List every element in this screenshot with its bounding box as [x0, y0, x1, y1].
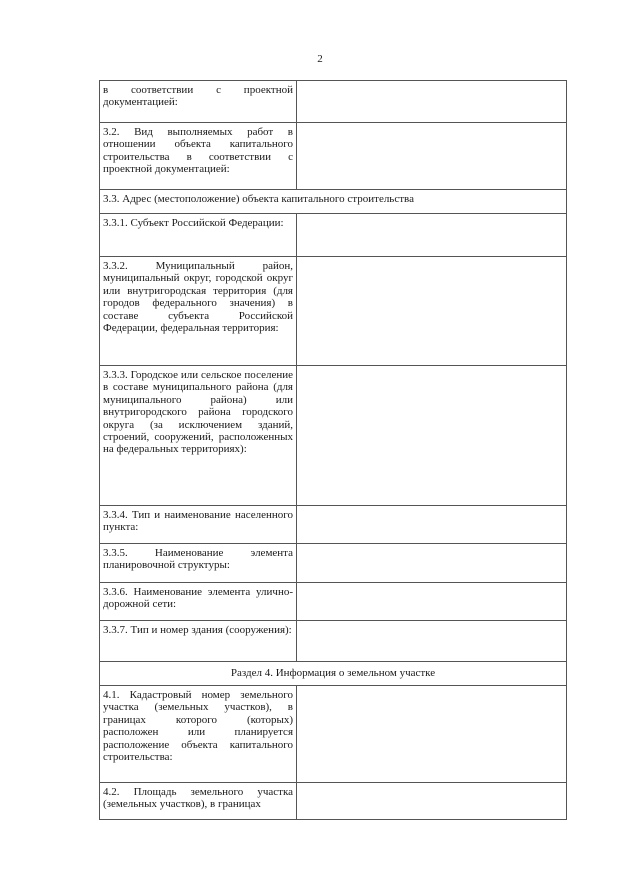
table-row [100, 506, 567, 544]
form-table [99, 80, 567, 820]
section-heading-row [100, 662, 567, 686]
row-value-field[interactable] [297, 257, 567, 366]
address-heading: 3.3. Адрес (местоположение) объекта капитального строительства [100, 190, 567, 214]
table-row [100, 81, 567, 123]
row-label: 3.3.7. Тип и номер здания (сооружения): [100, 621, 297, 662]
table-row [100, 544, 567, 583]
row-value-field[interactable] [297, 783, 567, 820]
row-label: 3.3.1. Субъект Российской Федерации: [100, 214, 297, 257]
row-value-field[interactable] [297, 686, 567, 783]
row-value-field[interactable] [297, 123, 567, 190]
row-value-field[interactable] [297, 544, 567, 583]
row-label: 3.3.4. Тип и наименование населенного пункта: [100, 506, 297, 544]
table-row [100, 783, 567, 820]
table-row [100, 366, 567, 506]
table-row [100, 583, 567, 621]
row-label: 3.3.6. Наименование элемента улично-дорожной сети: [100, 583, 297, 621]
address-heading-row [100, 190, 567, 214]
row-label: 3.3.3. Городское или сельское поселение в составе муниципального района (для муниципального района) или внутригородского района городского округа (за исключением зданий, строений, сооружений, расположенных на федеральных территориях): [100, 366, 297, 506]
row-value-field[interactable] [297, 506, 567, 544]
table-row [100, 214, 567, 257]
row-value-field[interactable] [297, 81, 567, 123]
row-label: 4.2. Площадь земельного участка (земельных участков), в границах [100, 783, 297, 820]
section-heading: Раздел 4. Информация о земельном участке [100, 662, 567, 686]
table-row [100, 621, 567, 662]
table-row [100, 686, 567, 783]
table-row [100, 123, 567, 190]
table-row [100, 257, 567, 366]
row-value-field[interactable] [297, 214, 567, 257]
row-label: в соответствии с проектной документацией: [100, 81, 297, 123]
row-value-field[interactable] [297, 583, 567, 621]
row-value-field[interactable] [297, 366, 567, 506]
row-label: 3.2. Вид выполняемых работ в отношении объекта капитального строительства в соответствии с проектной документацией: [100, 123, 297, 190]
page-number: 2 [317, 53, 323, 65]
row-label: 4.1. Кадастровый номер земельного участка (земельных участков), в границах которого (которых) расположен или планируется расположение объекта капитального строительства: [100, 686, 297, 783]
row-value-field[interactable] [297, 621, 567, 662]
row-label: 3.3.5. Наименование элемента планировочной структуры: [100, 544, 297, 583]
row-label: 3.3.2. Муниципальный район, муниципальный округ, городской округ или внутригородская территория (для городов федерального значения) в составе субъекта Российской Федерации, федеральная территория: [100, 257, 297, 366]
